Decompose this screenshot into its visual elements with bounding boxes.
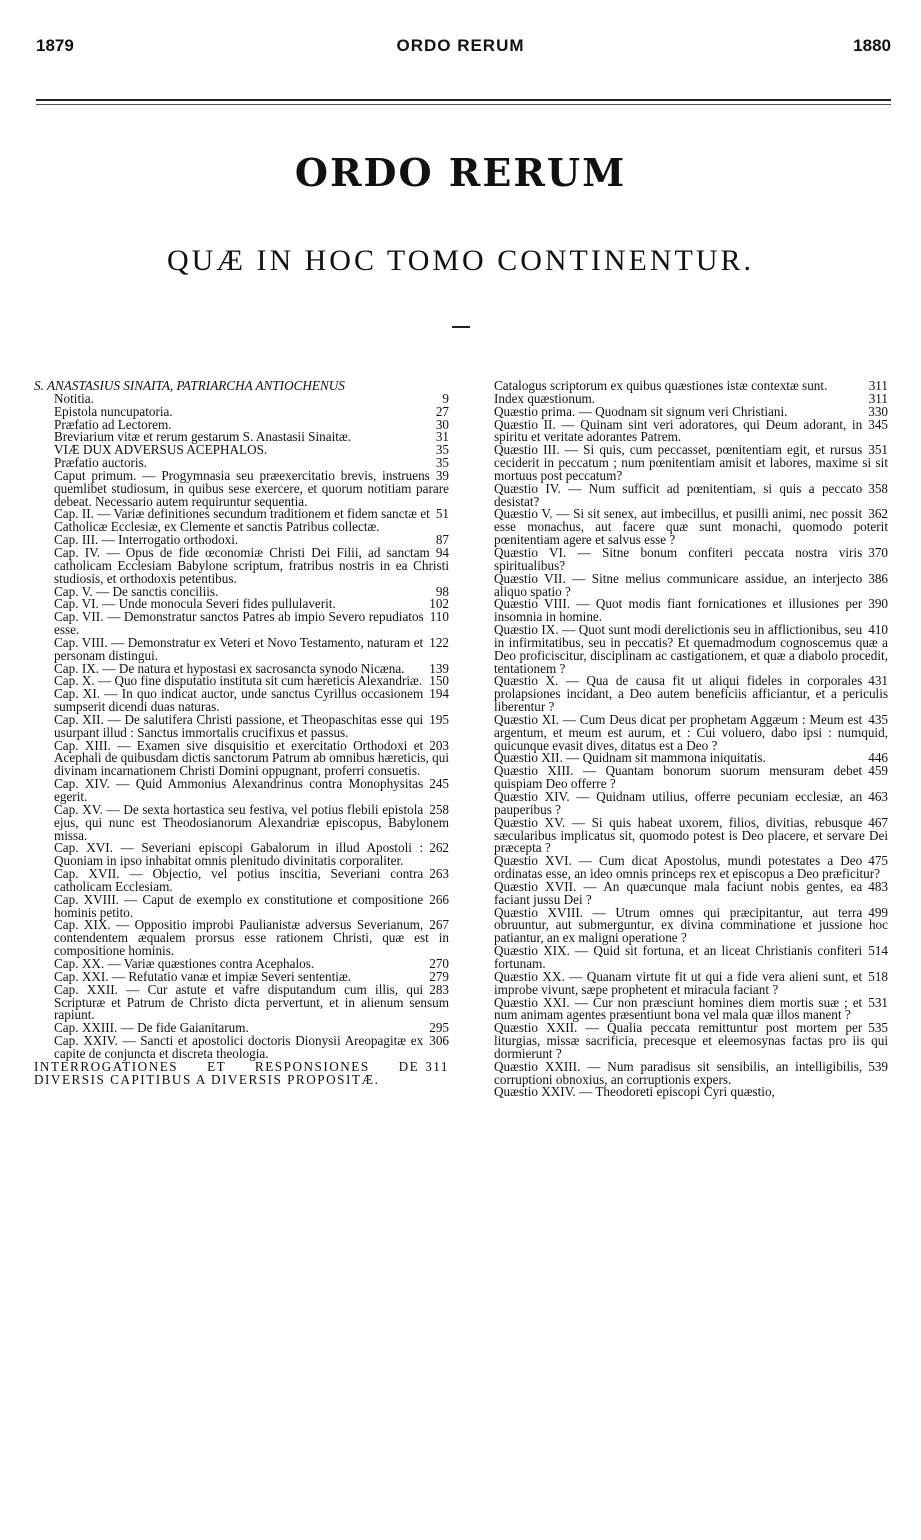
toc-entry	[474, 791, 888, 817]
toc-page-number: 390	[868, 596, 888, 612]
toc-page-number: 87	[435, 532, 449, 548]
toc-entry	[474, 1022, 888, 1061]
toc-page-number: 370	[868, 544, 888, 560]
toc-page-number: 386	[868, 570, 888, 586]
toc-entry-text: Cap. XIII. — Examen sive disquisitio et exercitatio Orthodoxi et Acephali de quibusdam dictis sanctorum Patrum ab omnibus hæreticis, qui divinam incarnationem Christi Domini oppugnant, proferri consuetis.	[54, 737, 449, 779]
toc-page-number: 102	[429, 596, 449, 612]
toc-page-number: 203	[429, 737, 449, 753]
toc-page-number: 31	[435, 429, 449, 445]
toc-page-number: 110	[429, 609, 449, 625]
toc-page-number: 467	[868, 814, 888, 830]
toc-entry	[34, 380, 449, 393]
toc-entry-text: Epistola nuncupatoria.	[54, 403, 173, 419]
toc-entry	[474, 508, 888, 547]
toc-entry-text: Quæstio XI. — Cum Deus dicat per prophetam Aggæum : Meum est argentum, et meum est aurum, et : Cui voluero, dabo ipsi : numquid, quicunque evasit dives, ditatus est a Deo ?	[494, 711, 888, 753]
toc-entry	[474, 1058, 888, 1087]
toc-entry	[34, 711, 449, 740]
page-title: ORDO RERUM	[294, 150, 627, 195]
toc-entry-text: Cap. XIV. — Quid Ammonius Alexandrinus contra Monophysitas egerit.	[54, 776, 424, 804]
toc-entry	[474, 814, 888, 856]
toc-page-number: 258	[429, 801, 449, 817]
toc-entry-text: Quæstio XXIV. — Theodoreti episcopi Cyri quæstio,	[494, 1084, 775, 1100]
toc-entry	[474, 675, 888, 714]
toc-entry-text: Præfatio ad Lectorem.	[54, 416, 172, 432]
toc-page-number: 279	[429, 968, 449, 984]
toc-entry-text: Quæstio VIII. — Quot modis fiant fornicationes et illusiones per insomnia in homine.	[494, 596, 863, 625]
toc-entry-text: Cap. XXIII. — De fide Gaianitarum.	[54, 1020, 249, 1036]
toc-entry-text: Cap. II. — Variæ definitiones secundum traditionem et fidem sanctæ et Catholicæ Ecclesiæ, ex Clemente et sanctis Patribus collectæ.	[54, 506, 430, 535]
toc-page-number: 194	[429, 686, 449, 702]
toc-page-number: 311	[868, 390, 888, 406]
toc-entry	[34, 801, 449, 843]
toc-entry	[34, 919, 449, 958]
toc-entry-text: Quæstio prima. — Quodnam sit signum veri Christiani.	[494, 403, 788, 419]
toc-entry	[474, 945, 888, 971]
toc-entry-text: S. ANASTASIUS SINAITA, PATRIARCHA ANTIOCHENUS	[34, 378, 345, 393]
toc-entry	[474, 598, 888, 624]
separator-dash	[452, 326, 470, 328]
toc-page-number: 499	[868, 904, 888, 920]
toc-entry-text: Quæstio X. — Qua de causa fit ut aliqui fideles in corporales prolapsiones incidant, a Deo autem beneficiis afficiantur, et a periculis liberentur ?	[494, 673, 888, 715]
toc-page-number: 9	[442, 390, 449, 406]
toc-page-number: 535	[868, 1020, 888, 1036]
toc-entry-text: Quæstio XXI. — Cur non præsciunt homines diem mortis suæ ; et num animam agentes præsentiunt bona vel mala quæ illos manent ?	[494, 994, 863, 1023]
toc-page-number: 98	[435, 583, 449, 599]
toc-entry	[34, 467, 449, 509]
toc-page-number: 518	[868, 968, 888, 984]
toc-entry	[474, 624, 888, 675]
toc-page-number: 435	[868, 711, 888, 727]
toc-entry	[34, 611, 449, 637]
toc-entry	[34, 1035, 449, 1061]
toc-entry-text: Cap. XVIII. — Caput de exemplo ex constitutione et compositione hominis petito.	[54, 891, 424, 920]
toc-page-number: 262	[429, 840, 449, 856]
header-rule	[36, 99, 891, 105]
toc-page-number: 195	[429, 711, 449, 727]
toc-entry	[34, 737, 449, 779]
toc-entry-text: Cap. XXII. — Cur astute et vafre disputandum cum illis, qui Scripturæ et Patrum de Christo dicta pervertunt, et in alienum sensum rapiunt.	[54, 981, 449, 1023]
toc-entry-text: Cap. VIII. — Demonstratur ex Veteri et Novo Testamento, naturam et personam distingui.	[54, 634, 424, 663]
toc-page-number: 295	[429, 1020, 449, 1036]
toc-entry	[34, 634, 449, 663]
toc-page-number: 410	[868, 622, 888, 638]
toc-entry	[474, 544, 888, 573]
toc-entry-text: Quæstio XVII. — An quæcunque mala faciunt nobis gentes, ea faciant jussu Dei ?	[494, 878, 863, 907]
running-title: ORDO RERUM	[396, 36, 525, 55]
toc-entry	[474, 711, 888, 753]
toc-entry-text: Præfatio auctoris.	[54, 455, 148, 471]
toc-entry-text: Cap. X. — Quo fine disputatio instituta sit cum hæreticis Alexandriæ.	[54, 673, 423, 689]
toc-entry	[34, 981, 449, 1023]
toc-page-number: 35	[435, 455, 449, 471]
toc-page-number: 30	[435, 416, 449, 432]
toc-page-number: 311	[868, 378, 888, 393]
toc-page-number: 446	[868, 750, 888, 766]
toc-entry	[34, 891, 449, 920]
toc-page-number: 345	[868, 416, 888, 432]
toc-entry-text: Quæstio VII. — Sitne melius communicare assidue, an interjecto aliquo spatio ?	[494, 570, 863, 599]
toc-entry	[34, 688, 449, 714]
toc-page-number: 283	[429, 981, 449, 997]
page-subtitle: QUÆ IN HOC TOMO CONTINENTUR.	[166, 244, 755, 277]
toc-entry-text: Caput primum. — Progymnasia seu præexercitatio brevis, instruens quemlibet studiosum, in quibus sese exercere, et quorum notitiam parare debeat. Necessario autem requiruntur sequentia.	[54, 467, 449, 509]
page-number-right: 1880	[853, 36, 891, 55]
toc-page-number: 475	[868, 853, 888, 869]
toc-entry	[474, 1086, 888, 1099]
toc-page-number: 362	[868, 506, 888, 522]
toc-entry	[34, 842, 449, 868]
left-column	[34, 380, 449, 1086]
toc-entry-text: Quæstio V. — Si sit senex, aut imbecillus, et pusilli animi, nec possit esse monachus, aut facere quæ sunt monachi, quomodo poterit pœnitentiam agere et salvus esse ?	[494, 506, 888, 548]
toc-entry-text: Cap. XV. — De sexta hortastica seu festiva, vel potius flebili epistola ejus, qui nunc est Theodosianorum Alexandriæ episcopus, Babylonem missa.	[54, 801, 449, 843]
toc-page-number: 539	[868, 1058, 888, 1074]
toc-entry-text: Quæstio XX. — Quanam virtute fit ut qui a fide vera alieni sunt, et improbe vivunt, sæpe prophetent et miracula faciant ?	[494, 968, 863, 997]
toc-entry-text: Quæstio IX. — Quot sunt modi derelictionis seu in afflictionibus, seu in infirmitatibus, seu in peccatis? Et quemadmodum cognoscemus quæ a Deo proficiscitur, disciplinam ac castigationem, et quæ a diabolo procedit, tentationem ?	[494, 622, 888, 676]
toc-entry	[34, 508, 449, 534]
toc-entry-text: Cap. IX. — De natura et hypostasi ex sacrosancta synodo Nicæna.	[54, 660, 405, 676]
toc-page-number: 330	[868, 403, 888, 419]
toc-entry-text: Cap. XVI. — Severiani episcopi Gabalorum in illud Apostoli : Quoniam in ipso inhabitat omnis plenitudo divinitatis corporaliter.	[54, 840, 424, 869]
toc-entry-text: Breviarium vitæ et rerum gestarum S. Anastasii Sinaitæ.	[54, 429, 352, 445]
toc-page-number: 122	[429, 634, 449, 650]
toc-entry-text: Quæstio XVIII. — Utrum omnes qui præcipitantur, aut terra obruuntur, aut submerguntur, ex divina comminatione et jussione hoc patiantur, an ex maligni operatione ?	[494, 904, 888, 946]
page-number-left: 1879	[36, 36, 74, 55]
toc-entry-text: Cap. XIX. — Oppositio improbi Paulianistæ adversus Severianum, contendentem æqualem prorsus esse rationem Christi, quæ est in compositione hominis.	[54, 917, 449, 959]
toc-entry-text: Notitia.	[54, 390, 94, 406]
toc-entry	[34, 778, 449, 804]
toc-entry	[474, 444, 888, 483]
toc-entry-text: Quæstio XIV. — Quidnam utilius, offerre pecuniam ecclesiæ, an pauperibus ?	[494, 789, 863, 817]
toc-entry-text: Cap. IV. — Opus de fide œconomiæ Christi Dei Filii, ad sanctam catholicam Ecclesiam Babylone scriptum, fratribus nostris in ea Christi studiosis, et orthodoxis petentibus.	[54, 544, 449, 586]
toc-page-number: 266	[429, 891, 449, 907]
toc-entry-text: Cap. VI. — Unde monocula Severi fides pullulaverit.	[54, 596, 336, 612]
toc-page-number: 463	[868, 789, 888, 804]
toc-entry	[474, 855, 888, 881]
toc-entry-text: Cap. XX. — Variæ quæstiones contra Acephalos.	[54, 955, 315, 971]
toc-entry	[474, 994, 888, 1023]
toc-entry-text: Cap. XVII. — Objectio, vel potius inscitia, Severiani contra catholicam Ecclesiam.	[54, 866, 424, 894]
toc-page-number: 514	[868, 943, 888, 959]
toc-entry-text: Cap. XI. — In quo indicat auctor, unde sanctus Cyrillus occasionem sumpserit dicendi duas naturas.	[54, 686, 424, 715]
toc-entry-text: Index quæstionum.	[494, 390, 596, 406]
toc-entry	[474, 480, 888, 509]
toc-entry-text: Cap. III. — Interrogatio orthodoxi.	[54, 532, 239, 548]
toc-entry	[474, 570, 888, 599]
toc-entry-text: Quæstio XVI. — Cum dicat Apostolus, mundi potestates a Deo ordinatas esse, an ideo omnis princeps rex et episcopus a Deo præficitur?	[494, 853, 880, 882]
running-head	[0, 36, 921, 60]
toc-entry-text: Quæstio XIX. — Quid sit fortuna, et an liceat Christianis confiteri fortunam.	[494, 943, 863, 971]
toc-entry-text: Quæstio XV. — Si quis habeat uxorem, filios, divitias, rebusque sæcularibus implicatus sit, quomodo potest is Deo placere, et servare Dei præcepta ?	[494, 814, 888, 856]
toc-page-number: 431	[868, 673, 888, 689]
toc-entry	[474, 904, 888, 946]
toc-entry	[474, 416, 888, 445]
toc-entry-text: Catalogus scriptorum ex quibus quæstiones istæ contextæ sunt.	[494, 378, 828, 393]
toc-entry-text: Quæstio II. — Quinam sint veri adoratores, qui Deum adorant, in spiritu et veritate adorantes Patrem.	[494, 416, 863, 445]
toc-entry-text: Cap. XXI. — Refutatio vanæ et impiæ Severi sententiæ.	[54, 968, 352, 984]
toc-entry-text: Quæstio XXIII. — Num paradisus sit sensibilis, an intelligibilis, corruptioni obnoxius, an corruptionis expers.	[494, 1058, 863, 1087]
toc-page-number: 150	[429, 673, 449, 689]
toc-entry-text: VIÆ DUX ADVERSUS ACEPHALOS.	[54, 442, 268, 458]
toc-page-number: 270	[429, 955, 449, 971]
toc-entry-text: Quæstio XXII. — Qualia peccata remittuntur post mortem per liturgias, missæ sacrificia, precesque et eleemosynas factas pro iis qui dormierunt ?	[494, 1020, 888, 1061]
toc-page-number: 263	[429, 866, 449, 882]
toc-entry-text: Quæstio XIII. — Quantam bonorum suorum mensuram debet quispiam Deo offerre ?	[494, 763, 863, 792]
toc-page-number: 531	[868, 994, 888, 1010]
toc-entry	[474, 878, 888, 907]
toc-page-number: 51	[435, 506, 449, 522]
toc-entry-text: Quæstio III. — Si quis, cum peccasset, pœnitentiam egit, et rursus ceciderit in peccatum ; num pœnitentiam amisit et labores, maxime si sit mortuus post peccatum?	[494, 442, 888, 483]
toc-entry	[34, 868, 449, 894]
toc-page-number: 267	[429, 917, 449, 933]
toc-entry	[34, 1058, 449, 1087]
toc-page-number: 306	[429, 1033, 449, 1049]
toc-entry-text: Cap. XXIV. — Sancti et apostolici doctoris Dionysii Areopagitæ ex capite de conjuncta et discreta theologia.	[54, 1033, 424, 1061]
toc-page-number: 311	[425, 1058, 449, 1074]
toc-entry-text: Quæstio IV. — Num sufficit ad pœnitentiam, si quis a peccato desistat?	[494, 480, 863, 509]
toc-entry-text: Quæstio XII. — Quidnam sit mammona iniquitatis.	[494, 750, 766, 766]
toc-entry	[474, 968, 888, 997]
toc-entry-text: Cap. V. — De sanctis conciliis.	[54, 583, 219, 599]
toc-page-number: 351	[868, 442, 888, 458]
toc-entry-text: Quæstio VI. — Sitne bonum confiteri peccata nostra viris spiritualibus?	[494, 544, 863, 573]
right-column	[474, 380, 888, 1099]
toc-page-number: 35	[435, 442, 449, 458]
toc-page-number: 483	[868, 878, 888, 894]
toc-entry-text: Cap. VII. — Demonstratur sanctos Patres ab impio Severo repudiatos esse.	[54, 609, 424, 638]
toc-page-number: 459	[868, 763, 888, 779]
toc-page-number: 27	[435, 403, 449, 419]
toc-page-number: 245	[429, 776, 449, 792]
toc-entry-text: Cap. XII. — De salutifera Christi passione, et Theopaschitas esse qui usurpant illud : Sanctus immortalis crucifixus et passus.	[54, 711, 424, 740]
toc-entry-text: INTERROGATIONES ET RESPONSIONES DE DIVERSIS CAPITIBUS A DIVERSIS PROPOSITÆ.	[34, 1058, 420, 1087]
toc-entry	[474, 765, 888, 791]
toc-page-number: 139	[429, 660, 449, 676]
toc-page-number: 94	[435, 544, 449, 560]
toc-page-number: 39	[435, 467, 449, 483]
toc-page-number: 358	[868, 480, 888, 496]
toc-entry	[34, 544, 449, 586]
